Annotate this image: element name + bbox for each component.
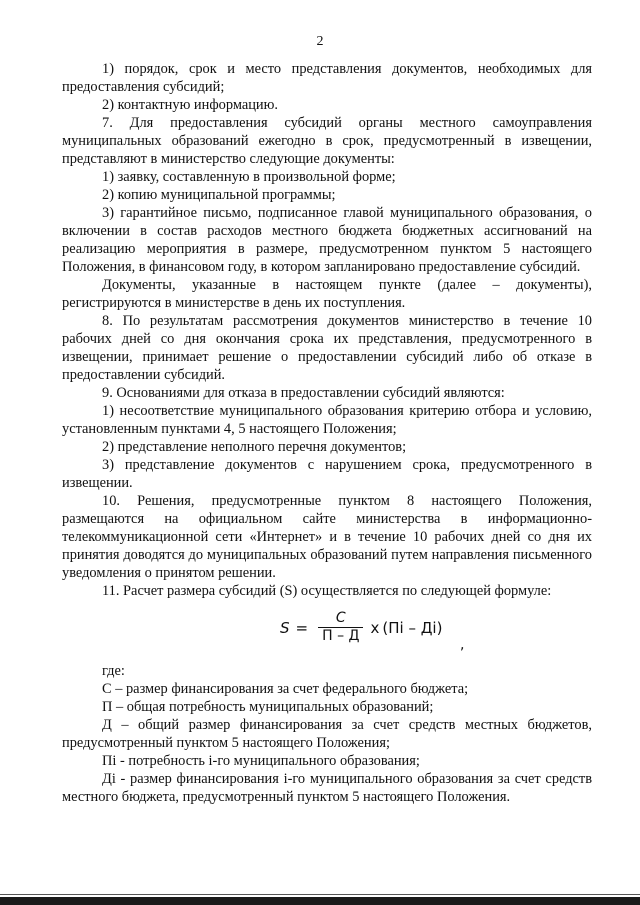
formula-numerator: C <box>335 610 346 626</box>
paragraphs-top <box>62 60 592 600</box>
paragraph-7: Документы, указанные в настоящем пункте (далее – документы), регистрируются в министерстве в день их поступления. <box>62 277 592 311</box>
paragraph-2: 2) контактную информацию. <box>102 97 278 113</box>
paragraph-3: 7. Для предоставления субсидий органы местного самоуправления муниципальных образований ежегодно в срок, предусмотренный в извещении, представляют в министерство следующие документы: <box>62 115 592 167</box>
definition-paragraph-3: П – общая потребность муниципальных образований; <box>102 699 434 715</box>
paragraph-13: 10. Решения, предусмотренные пунктом 8 настоящего Положения, размещаются на официальном сайте министерства в информационно-телекоммуникационной сети «Интернет» и в течение 10 рабочих дней со дня их принятия доводятся до муниципальных образований путем направления письменного уведомления о принятом решении. <box>62 493 592 581</box>
paragraph-5: 2) копию муниципальной программы; <box>102 187 336 203</box>
definition-paragraph-1: где: <box>102 663 125 679</box>
formula-fraction <box>318 610 363 645</box>
formula-denominator: П – Д <box>318 627 363 645</box>
definition-paragraph-5: Пi - потребность i-го муниципального образования; <box>102 753 420 769</box>
paragraph-9: 9. Основаниями для отказа в предоставлении субсидий являются: <box>102 385 505 401</box>
paragraph-11: 2) представление неполного перечня документов; <box>102 439 407 455</box>
paragraph-8: 8. По результатам рассмотрения документов министерство в течение 10 рабочих дней со дня окончания срока их представления, предусмотренного в извещении, принимает решение о предоставлении субсидий либо об отказе в предоставлении субсидий. <box>62 313 592 383</box>
subsidy-formula <box>62 600 592 662</box>
definition-paragraph-2: С – размер финансирования за счет федерального бюджета; <box>102 681 469 697</box>
paragraph-10: 1) несоответствие муниципального образования критерию отбора и условию, установленным пунктами 4, 5 настоящего Положения; <box>62 403 592 437</box>
paragraph-12: 3) представление документов с нарушением срока, предусмотренного в извещении. <box>62 457 592 491</box>
paragraph-6: 3) гарантийное письмо, подписанное главой муниципального образования, о включении в состав расходов местного бюджета бюджетных ассигнований на реализацию мероприятия в размере, предусмотренном пунктом 5 настоящего Положения, в финансовом году, в котором запланировано предоставление субсидий. <box>62 205 592 275</box>
formula-lhs: S <box>280 618 290 637</box>
page-number: 2 <box>316 34 324 49</box>
paragraphs-bottom <box>62 662 592 806</box>
paragraph-4: 1) заявку, составленную в произвольной форме; <box>102 169 396 185</box>
scan-bottom-edge <box>0 897 640 905</box>
definition-paragraph-6: Дi - размер финансирования i-го муниципального образования за счет средств местного бюджета, предусмотренный пунктом 5 настоящего Положения. <box>62 771 592 805</box>
formula-times: x <box>370 618 380 637</box>
document-body <box>62 60 592 806</box>
formula-rhs: (Пi – Дi) <box>382 618 443 637</box>
paragraph-14: 11. Расчет размера субсидий (S) осуществляется по следующей формуле: <box>102 583 552 599</box>
formula-expression <box>280 610 442 645</box>
formula-comma: , <box>460 637 465 653</box>
definition-paragraph-4: Д – общий размер финансирования за счет средств местных бюджетов, предусмотренный пунктом 5 настоящего Положения; <box>62 717 592 751</box>
paragraph-1: 1) порядок, срок и место представления документов, необходимых для предоставления субсидий; <box>62 61 592 95</box>
formula-equals: = <box>295 618 309 637</box>
